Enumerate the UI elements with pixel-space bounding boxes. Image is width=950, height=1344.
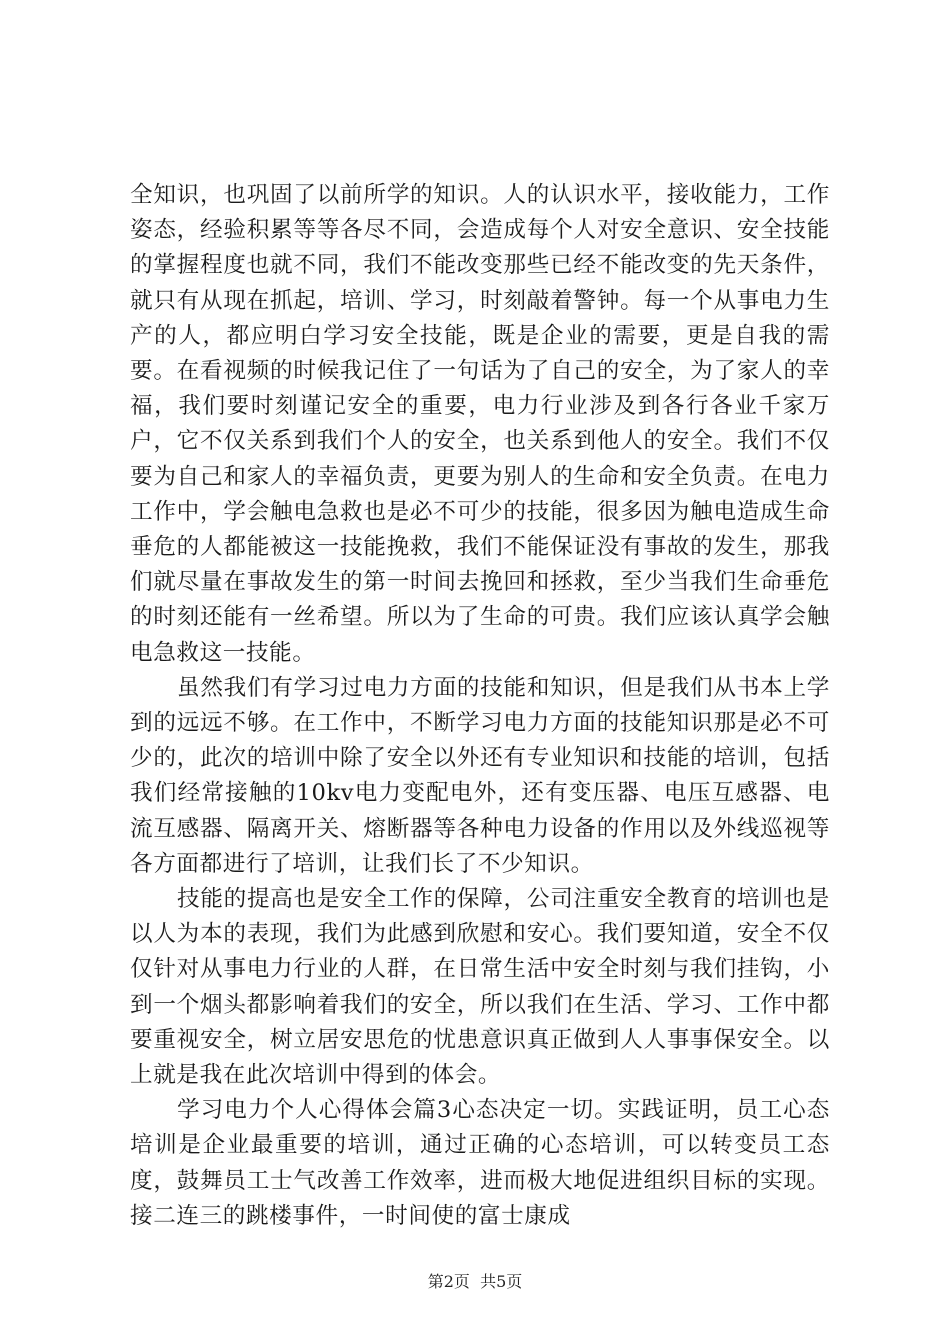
paragraph-3: 技能的提高也是安全工作的保障，公司注重安全教育的培训也是以人为本的表现，我们为此感到欣慰和安心。我们要知道，安全不仅仅针对从事电力行业的人群，在日常生活中安全时刻与我们挂钩，小到一个烟头都影响着我们的安全，所以我们在生活、学习、工作中都要重视安全，树立居安思危的忧患意识真正做到人人事事保安全。以上就是我在此次培训中得到的体会。 [130, 886, 830, 1089]
document-body [130, 178, 830, 1234]
paragraph-1: 全知识，也巩固了以前所学的知识。人的认识水平，接收能力，工作姿态，经验积累等等各尽不同，会造成每个人对安全意识、安全技能的掌握程度也就不同，我们不能改变那些已经不能改变的先天条件，就只有从现在抓起，培训、学习，时刻敲着警钟。每一个从事电力生产的人，都应明白学习安全技能，既是企业的需要，更是自我的需要。在看视频的时候我记住了一句话为了自己的安全，为了家人的幸福，我们要时刻谨记安全的重要，电力行业涉及到各行各业千家万户，它不仅关系到我们个人的安全，也关系到他人的安全。我们不仅要为自己和家人的幸福负责，更要为别人的生命和安全负责。在电力工作中，学会触电急救也是必不可少的技能，很多因为触电造成生命垂危的人都能被这一技能挽救，我们不能保证没有事故的发生，那我们就尽量在事故发生的第一时间去挽回和拯救，至少当我们生命垂危的时刻还能有一丝希望。所以为了生命的可贵。我们应该认真学会触电急救这一技能。 [130, 182, 830, 666]
paragraph-4: 学习电力个人心得体会篇3心态决定一切。实践证明，员工心态培训是企业最重要的培训，通过正确的心态培训，可以转变员工态度，鼓舞员工士气改善工作效率，进而极大地促进组织目标的实现。接二连三的跳楼事件，一时间使的富士康成 [130, 1097, 830, 1229]
page-number-footer: 第2页 共5页 [427, 1272, 523, 1291]
paragraph-2: 虽然我们有学习过电力方面的技能和知识，但是我们从书本上学到的远远不够。在工作中，不断学习电力方面的技能知识那是必不可少的，此次的培训中除了安全以外还有专业知识和技能的培训，包括我们经常接触的10kv电力变配电外，还有变压器、电压互感器、电流互感器、隔离开关、熔断器等各种电力设备的作用以及外线巡视等各方面都进行了培训，让我们长了不少知识。 [130, 674, 830, 877]
